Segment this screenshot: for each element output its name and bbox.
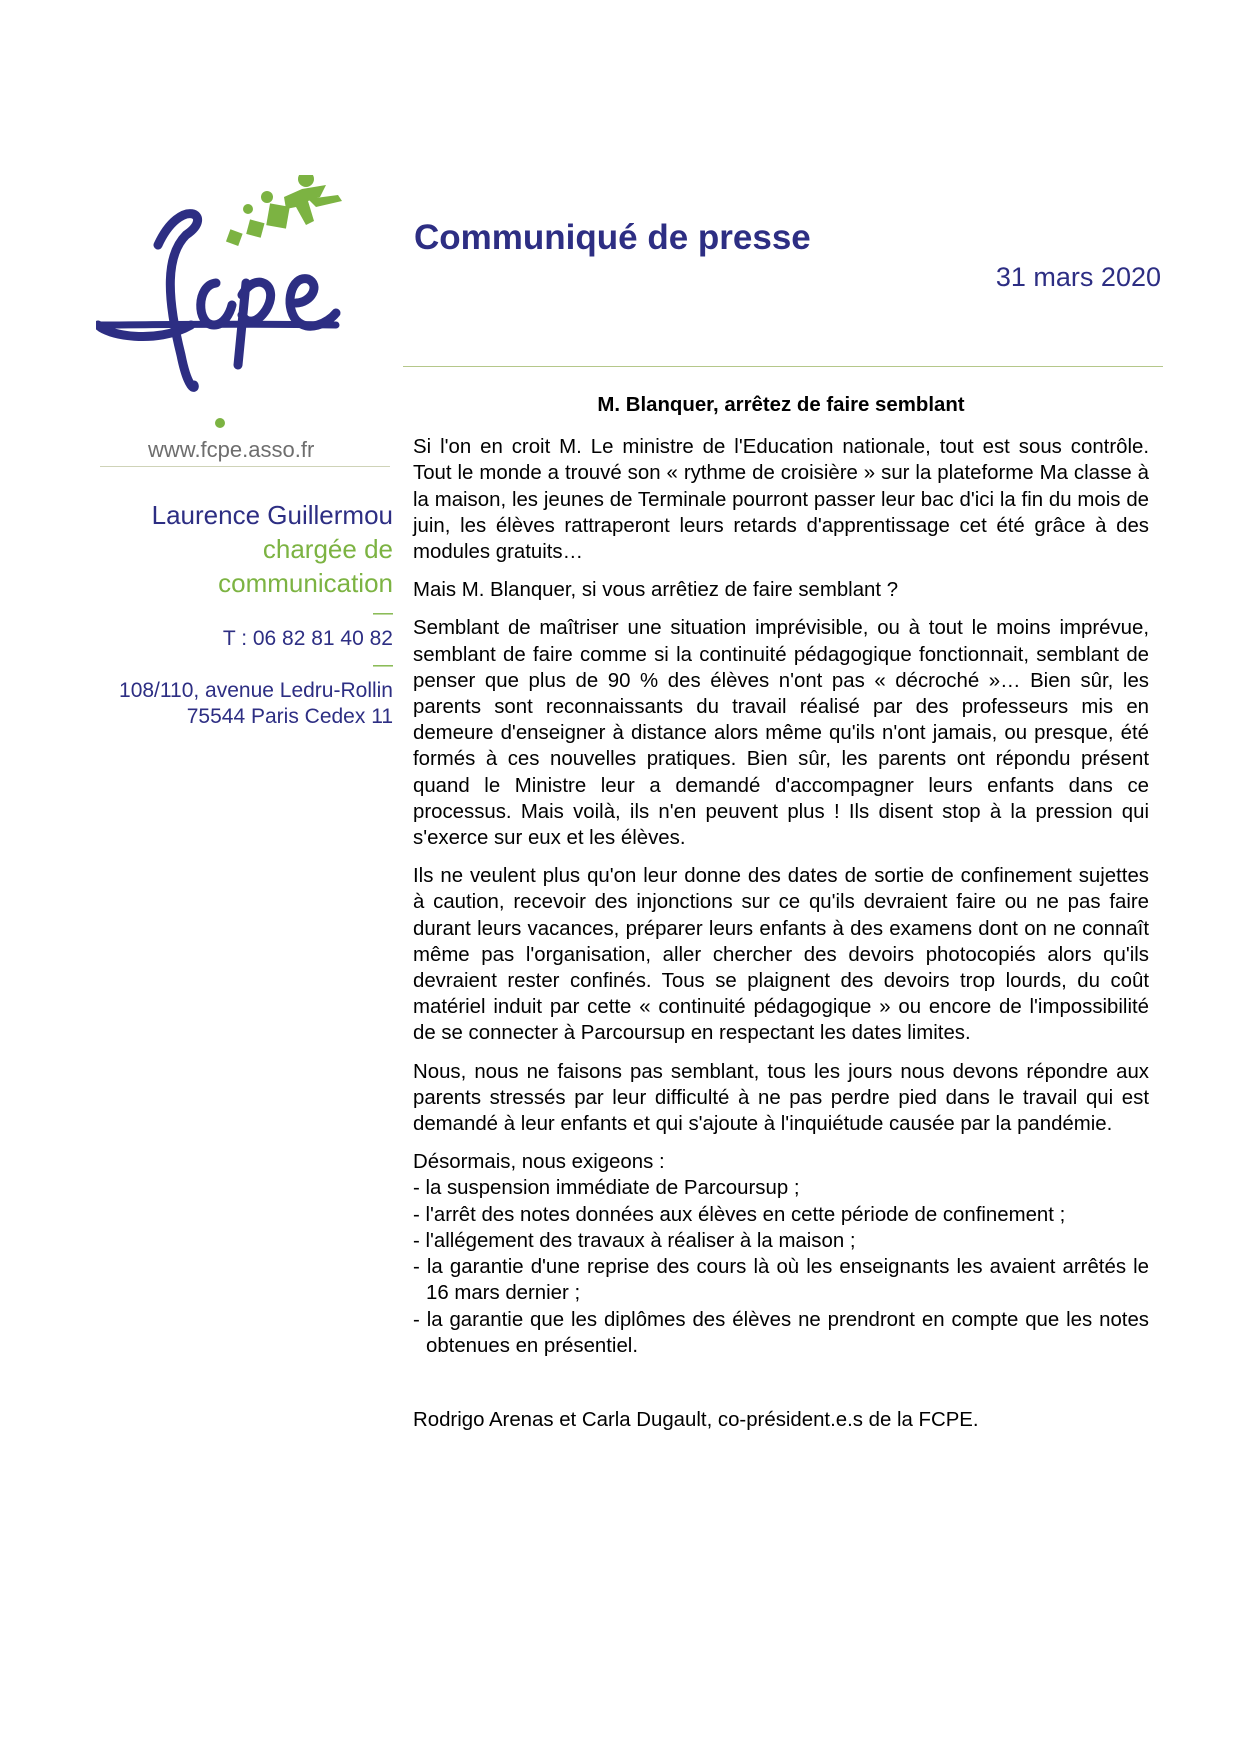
contact-address-line1: 108/110, avenue Ledru-Rollin [119, 679, 393, 702]
list-item: - la garantie que les diplômes des élèves ne prendront en compte que les notes obtenues en présentiel. [413, 1308, 1149, 1357]
paragraph: Si l'on en croit M. Le ministre de l'Education nationale, tout est sous contrôle. Tout le monde a trouvé son « rythme de croisière » sur la plateforme Ma classe à la maison, les jeunes de Terminale pourront passer leur bac d'ici la fin du mois de juin, les élèves rattraperont leurs retards d'apprentissage cet été grâce à des modules gratuits… [413, 436, 1149, 564]
signature: Rodrigo Arenas et Carla Dugault, co-président.e.s de la FCPE. [413, 1408, 979, 1431]
paragraph: Nous, nous ne faisons pas semblant, tous les jours nous devons répondre aux parents stressés par leur difficulté à ne pas perdre pied dans le travail qui est demandé à leur enfants et qui s'ajoute à l'inquiétude causée par la pandémie. [413, 1060, 1149, 1136]
contact-phone[interactable]: T : 06 82 81 40 82 [222, 627, 393, 650]
header-divider [403, 366, 1163, 367]
contact-role-line1: chargée de [262, 534, 393, 564]
contact-separator: — [373, 654, 393, 676]
website-url[interactable]: www.fcpe.asso.fr [148, 437, 315, 462]
contact-name: Laurence Guillermou [151, 500, 393, 530]
press-contact [119, 498, 393, 730]
page-title: Communiqué de presse [414, 218, 811, 257]
contact-role-line2: communication [218, 568, 393, 598]
press-release-body [413, 392, 1149, 1454]
logo-divider [100, 466, 390, 467]
contact-separator: — [373, 602, 393, 624]
list-item: - la garantie d'une reprise des cours là où les enseignants les avaient arrêtés le 16 mars dernier ; [413, 1256, 1149, 1305]
fcpe-logo [96, 175, 396, 435]
fcpe-logo-icon [96, 175, 396, 435]
list-item: - la suspension immédiate de Parcoursup ; [413, 1177, 800, 1200]
contact-address-line2: 75544 Paris Cedex 11 [186, 705, 393, 728]
demands-intro: Désormais, nous exigeons : [413, 1151, 665, 1174]
release-date: 31 mars 2020 [995, 262, 1161, 292]
paragraph: Mais M. Blanquer, si vous arrêtiez de faire semblant ? [413, 579, 899, 602]
list-item: - l'allégement des travaux à réaliser à la maison ; [413, 1229, 856, 1252]
paragraph: Ils ne veulent plus qu'on leur donne des dates de sortie de confinement sujettes à caution, recevoir des injonctions sur ce qu'ils devraient faire ou ne pas faire durant leurs vacances, préparer leurs enfants à des examens dont on ne connaît même pas l'organisation, aller chercher des devoirs photocopiés alors qu'ils devraient rester confinés. Tous se plaignent des devoirs trop lourds, du coût matériel induit par cette « continuité pédagogique » ou encore de l'impossibilité de se connecter à Parcoursup en respectant les dates limites. [413, 865, 1149, 1045]
article-title: M. Blanquer, arrêtez de faire semblant [597, 394, 965, 416]
list-item: - l'arrêt des notes données aux élèves en cette période de confinement ; [413, 1203, 1066, 1226]
demands-list [413, 1149, 1149, 1359]
paragraph: Semblant de maîtriser une situation imprévisible, ou à tout le moins imprévue, semblant de faire comme si la continuité pédagogique fonctionnait, semblant de penser que plus de 90 % des élèves n'ont pas « décroché »… Bien sûr, les parents sont reconnaissants du travail réalisé par des professeurs mis en demeure d'enseigner à distance alors même qu'ils n'ont jamais, ou presque, été formés à ces nouvelles pratiques. Bien sûr, les parents ont répondu présent quand le Ministre leur a demandé d'accompagner leurs enfants dans ce processus. Mais voilà, ils n'en peuvent plus ! Ils disent stop à la pression qui s'exerce sur eux et les élèves. [413, 617, 1149, 850]
